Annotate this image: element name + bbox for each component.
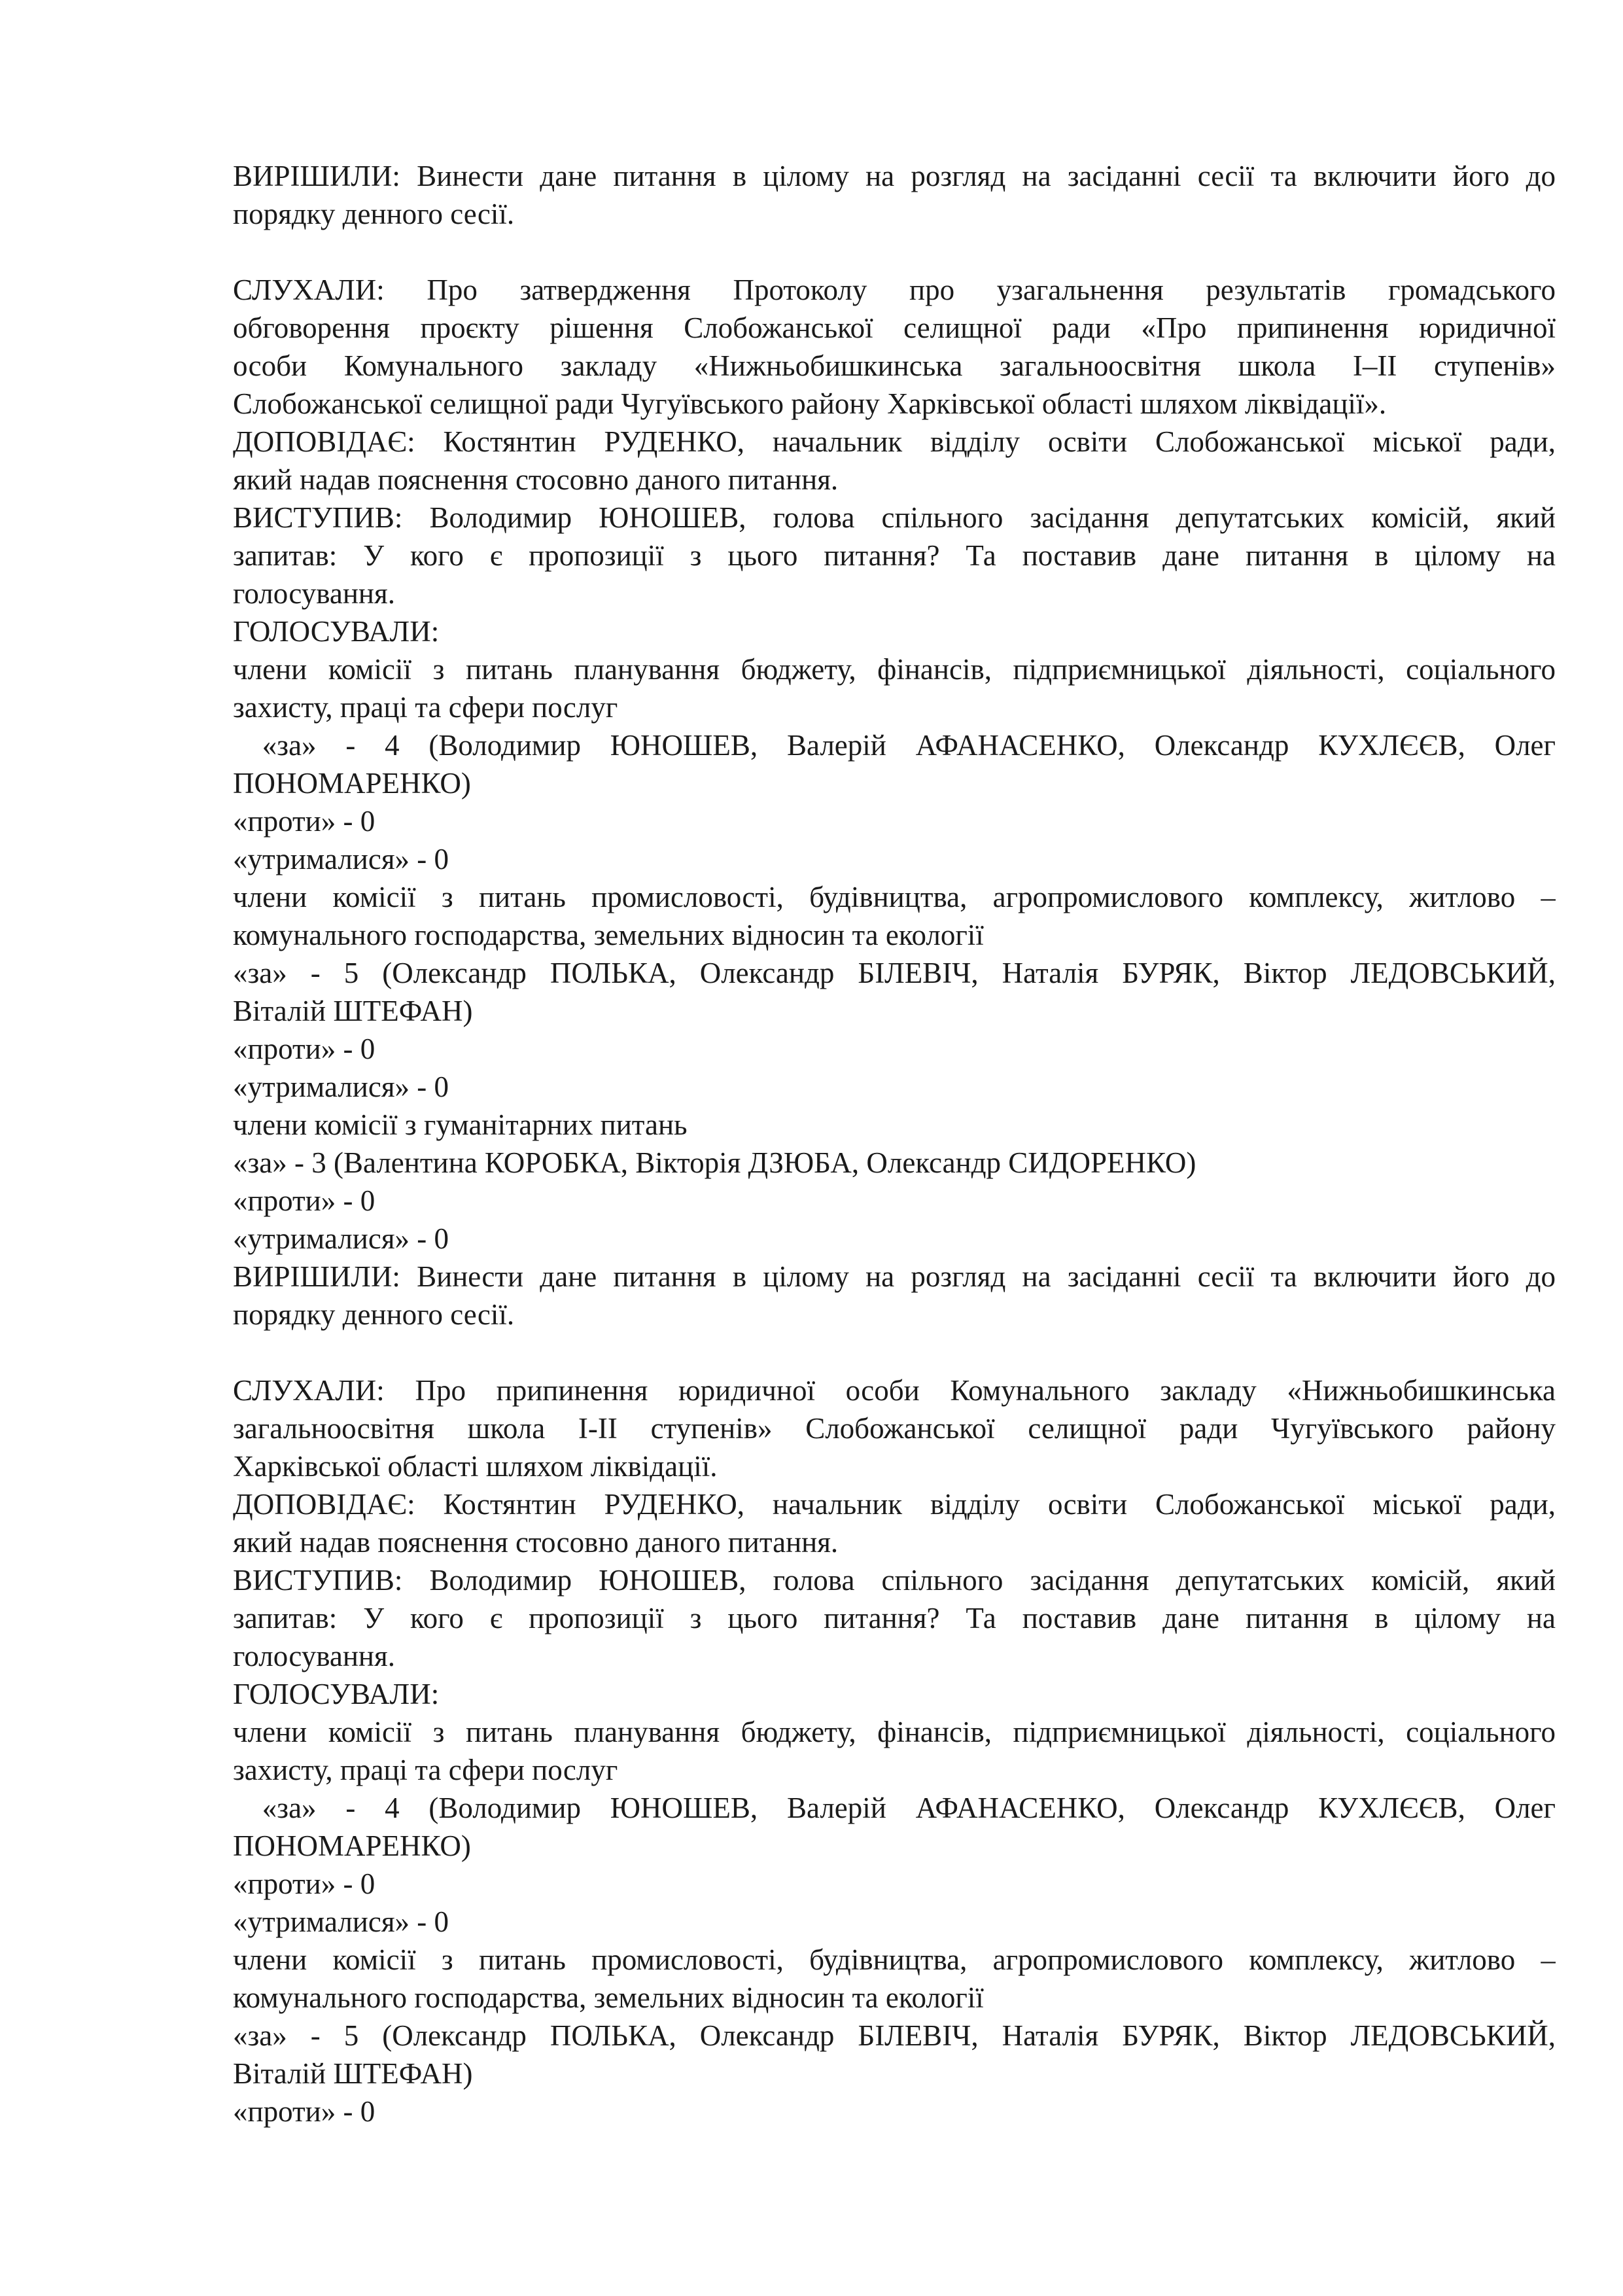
text-line: ВИСТУПИВ: Володимир ЮНОШЕВ, голова спільного засідання депутатських комісій, який — [233, 1564, 1556, 1597]
text-line: Віталій ШТЕФАН) — [233, 2057, 473, 2090]
text-line: комунального господарства, земельних відносин та екології — [233, 1981, 984, 2014]
text-line: порядку денного сесії. — [233, 1298, 515, 1331]
paragraph-gap — [233, 1333, 1556, 1371]
text-line: члени комісії з гуманітарних питань — [233, 1108, 688, 1141]
text-line: ПОНОМАРЕНКО) — [233, 767, 471, 800]
text-line: ДОПОВІДАЄ: Костянтин РУДЕНКО, начальник відділу освіти Слобожанської міської ради, — [233, 1488, 1556, 1521]
text-line: який надав пояснення стосовно даного питання. — [233, 463, 839, 496]
text-line: «за» - 4 (Володимир ЮНОШЕВ, Валерій АФАНАСЕНКО, Олександр КУХЛЄЄВ, Олег — [233, 1792, 1556, 1824]
text-line: «за» - 5 (Олександр ПОЛЬКА, Олександр БІЛЕВІЧ, Наталія БУРЯК, Віктор ЛЕДОВСЬКИЙ, — [233, 2019, 1556, 2052]
document-page — [233, 157, 1556, 2130]
paragraph-gap — [233, 233, 1556, 271]
text-line: голосування. — [233, 577, 395, 610]
text-line: «проти» - 0 — [233, 805, 375, 838]
text-line: СЛУХАЛИ: Про затвердження Протоколу про узагальнення результатів громадського — [233, 274, 1556, 306]
text-line: «утрималися» - 0 — [233, 1222, 449, 1255]
text-line: члени комісії з питань планування бюджету, фінансів, підприємницької діяльності, соціального — [233, 1716, 1556, 1748]
text-line: ВИРІШИЛИ: Винести дане питання в цілому на розгляд на засіданні сесії та включити його до — [233, 1260, 1556, 1293]
text-line: члени комісії з питань планування бюджету, фінансів, підприємницької діяльності, соціального — [233, 653, 1556, 686]
text-line: СЛУХАЛИ: Про припинення юридичної особи Комунального закладу «Нижньобишкинська — [233, 1374, 1556, 1407]
text-line: ВИРІШИЛИ: Винести дане питання в цілому на розгляд на засіданні сесії та включити його до — [233, 160, 1556, 192]
text-line: захисту, праці та сфери послуг — [233, 691, 618, 724]
text-line: який надав пояснення стосовно даного питання. — [233, 1526, 839, 1559]
text-line: запитав: У кого є пропозиції з цього питання? Та поставив дане питання в цілому на — [233, 539, 1556, 572]
text-line: «за» - 4 (Володимир ЮНОШЕВ, Валерій АФАНАСЕНКО, Олександр КУХЛЄЄВ, Олег — [233, 729, 1556, 762]
text-line: «проти» - 0 — [233, 2095, 375, 2128]
text-line: Харківської області шляхом ліквідації. — [233, 1450, 718, 1483]
text-line: порядку денного сесії. — [233, 198, 515, 230]
text-line: ВИСТУПИВ: Володимир ЮНОШЕВ, голова спільного засідання депутатських комісій, який — [233, 501, 1556, 534]
text-line: ГОЛОСУВАЛИ: — [233, 615, 440, 648]
text-line: «за» - 5 (Олександр ПОЛЬКА, Олександр БІЛЕВІЧ, Наталія БУРЯК, Віктор ЛЕДОВСЬКИЙ, — [233, 957, 1556, 989]
text-line: «утрималися» - 0 — [233, 1070, 449, 1103]
text-line: комунального господарства, земельних відносин та екології — [233, 919, 984, 951]
text-line: запитав: У кого є пропозиції з цього питання? Та поставив дане питання в цілому на — [233, 1602, 1556, 1634]
text-line: «проти» - 0 — [233, 1867, 375, 1900]
text-line: Слобожанської селищної ради Чугуївського району Харківської області шляхом ліквідації». — [233, 387, 1387, 420]
text-line: особи Комунального закладу «Нижньобишкинська загальноосвітня школа І–ІІ ступенів» — [233, 349, 1556, 382]
text-line: «за» - 3 (Валентина КОРОБКА, Вікторія ДЗЮБА, Олександр СИДОРЕНКО) — [233, 1146, 1196, 1179]
text-line: ДОПОВІДАЄ: Костянтин РУДЕНКО, начальник відділу освіти Слобожанської міської ради, — [233, 425, 1556, 458]
text-line: ПОНОМАРЕНКО) — [233, 1829, 471, 1862]
text-line: «утрималися» - 0 — [233, 843, 449, 875]
text-line: «проти» - 0 — [233, 1033, 375, 1065]
text-line: обговорення проєкту рішення Слобожанської селищної ради «Про припинення юридичної — [233, 311, 1556, 344]
text-line: «проти» - 0 — [233, 1184, 375, 1217]
text-line: члени комісії з питань промисловості, будівництва, агропромислового комплексу, житлово – — [233, 881, 1556, 913]
text-line: захисту, праці та сфери послуг — [233, 1754, 618, 1786]
text-line: «утрималися» - 0 — [233, 1905, 449, 1938]
text-line: ГОЛОСУВАЛИ: — [233, 1678, 440, 1710]
text-line: загальноосвітня школа І-ІІ ступенів» Слобожанської селищної ради Чугуївського району — [233, 1412, 1556, 1445]
text-line: Віталій ШТЕФАН) — [233, 995, 473, 1027]
text-line: голосування. — [233, 1640, 395, 1672]
text-line: члени комісії з питань промисловості, будівництва, агропромислового комплексу, житлово – — [233, 1943, 1556, 1976]
